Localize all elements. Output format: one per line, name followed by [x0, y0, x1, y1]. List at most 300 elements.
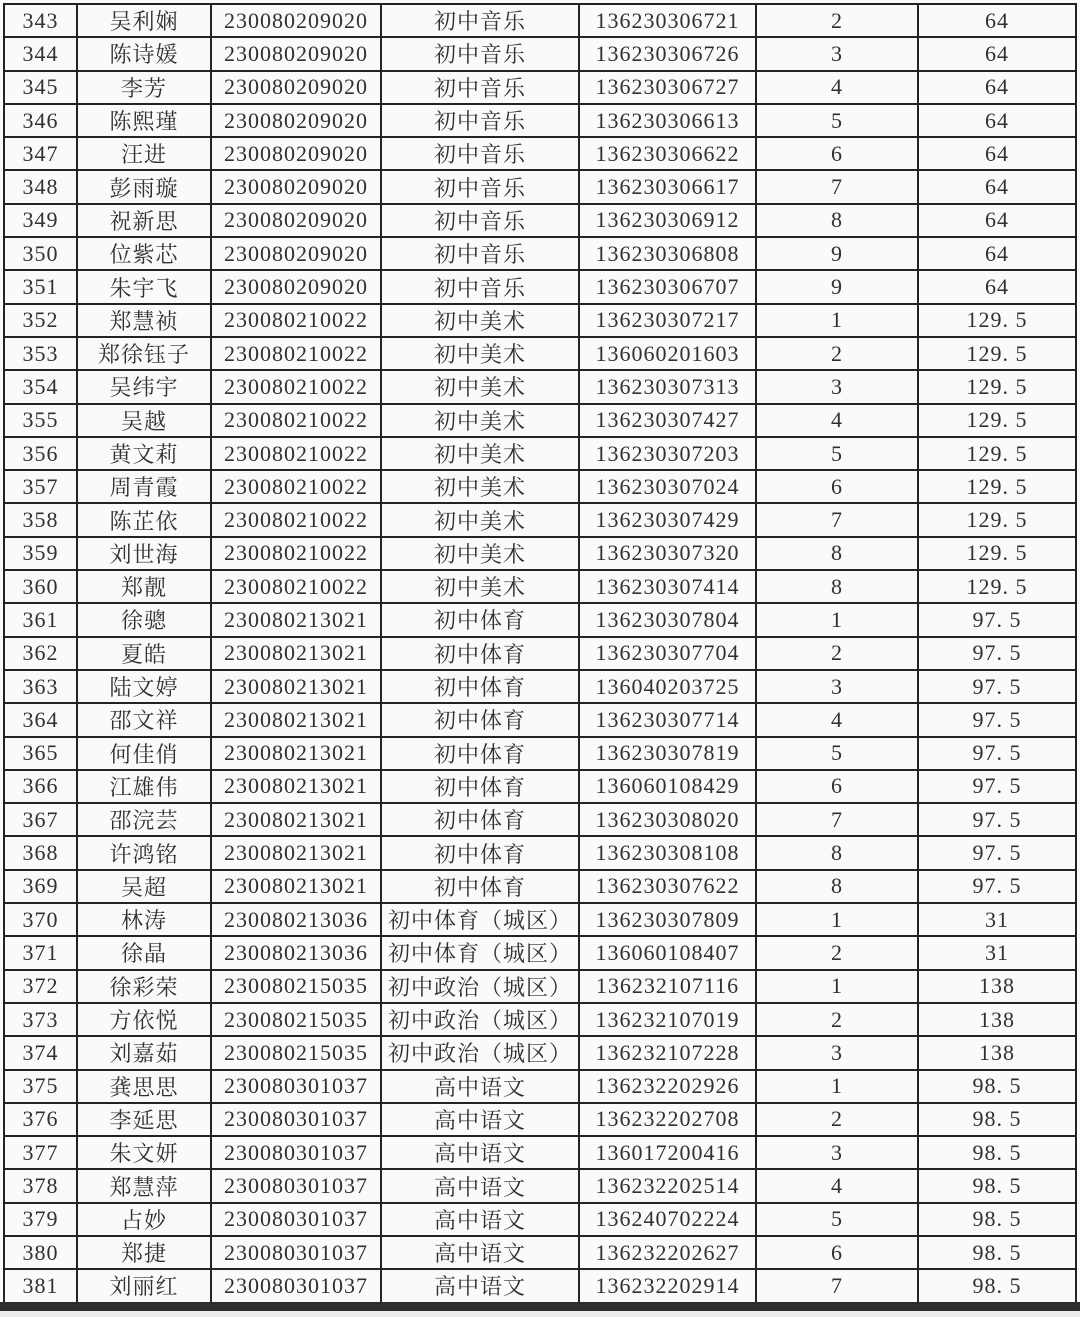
cell-position-code: 230080213021 — [211, 703, 381, 736]
cell-index: 359 — [4, 537, 77, 570]
cell-subject: 初中政治（城区） — [381, 970, 579, 1003]
cell-score: 138 — [918, 1036, 1076, 1069]
cell-score: 64 — [918, 170, 1076, 203]
cell-name: 陈熙瑾 — [77, 104, 211, 137]
cell-index: 360 — [4, 570, 77, 603]
cell-name: 郑徐钰子 — [77, 337, 211, 370]
table-row — [4, 1036, 1076, 1069]
cell-subject: 初中体育 — [381, 670, 579, 703]
cell-subject: 初中音乐 — [381, 237, 579, 270]
cell-subject: 初中体育 — [381, 637, 579, 670]
cell-subject: 初中体育 — [381, 803, 579, 836]
cell-rank: 8 — [756, 204, 918, 237]
table-body — [4, 4, 1076, 1303]
table-row — [4, 1103, 1076, 1136]
table-row — [4, 104, 1076, 137]
cell-subject: 初中美术 — [381, 437, 579, 470]
cell-rank: 2 — [756, 1003, 918, 1036]
cell-score: 97. 5 — [918, 836, 1076, 869]
cell-index: 354 — [4, 370, 77, 403]
cell-score: 129. 5 — [918, 337, 1076, 370]
cell-exam-number: 136230307622 — [579, 870, 756, 903]
cell-name: 林涛 — [77, 903, 211, 936]
table-row — [4, 437, 1076, 470]
cell-rank: 6 — [756, 137, 918, 170]
cell-rank: 3 — [756, 37, 918, 70]
cell-position-code: 230080209020 — [211, 137, 381, 170]
cell-subject: 初中体育 — [381, 737, 579, 770]
cell-exam-number: 136230308020 — [579, 803, 756, 836]
cell-subject: 初中体育（城区） — [381, 903, 579, 936]
cell-subject: 高中语文 — [381, 1070, 579, 1103]
cell-name: 吴超 — [77, 870, 211, 903]
cell-index: 368 — [4, 836, 77, 869]
cell-index: 381 — [4, 1269, 77, 1302]
table-row — [4, 337, 1076, 370]
cell-score: 97. 5 — [918, 803, 1076, 836]
cell-index: 371 — [4, 936, 77, 969]
cell-position-code: 230080209020 — [211, 170, 381, 203]
cell-rank: 6 — [756, 470, 918, 503]
cell-name: 朱宇飞 — [77, 270, 211, 303]
cell-name: 陈芷依 — [77, 503, 211, 536]
cell-subject: 初中美术 — [381, 470, 579, 503]
cell-exam-number: 136230306726 — [579, 37, 756, 70]
cell-position-code: 230080301037 — [211, 1203, 381, 1236]
cell-exam-number: 136240702224 — [579, 1203, 756, 1236]
cell-exam-number: 136230307313 — [579, 370, 756, 403]
table-row — [4, 1003, 1076, 1036]
cell-name: 周青霞 — [77, 470, 211, 503]
cell-exam-number: 136230306721 — [579, 4, 756, 37]
cell-name: 彭雨璇 — [77, 170, 211, 203]
page-footer-strip — [0, 1311, 1080, 1317]
cell-name: 郑靓 — [77, 570, 211, 603]
cell-exam-number: 136230307429 — [579, 503, 756, 536]
cell-index: 362 — [4, 637, 77, 670]
cell-position-code: 230080213021 — [211, 737, 381, 770]
table-row — [4, 137, 1076, 170]
cell-score: 31 — [918, 903, 1076, 936]
cell-exam-number: 136060108429 — [579, 770, 756, 803]
cell-index: 366 — [4, 770, 77, 803]
cell-position-code: 230080215035 — [211, 1036, 381, 1069]
cell-rank: 5 — [756, 1203, 918, 1236]
cell-rank: 8 — [756, 870, 918, 903]
cell-name: 陈诗媛 — [77, 37, 211, 70]
table-row — [4, 1169, 1076, 1202]
cell-exam-number: 136230307809 — [579, 903, 756, 936]
cell-exam-number: 136060201603 — [579, 337, 756, 370]
cell-index: 356 — [4, 437, 77, 470]
cell-subject: 初中体育 — [381, 770, 579, 803]
cell-subject: 高中语文 — [381, 1236, 579, 1269]
cell-score: 98. 5 — [918, 1070, 1076, 1103]
cell-score: 98. 5 — [918, 1269, 1076, 1302]
cell-index: 369 — [4, 870, 77, 903]
cell-position-code: 230080213036 — [211, 903, 381, 936]
cell-exam-number: 136017200416 — [579, 1136, 756, 1169]
cell-exam-number: 136232107019 — [579, 1003, 756, 1036]
cell-position-code: 230080301037 — [211, 1269, 381, 1302]
cell-score: 97. 5 — [918, 737, 1076, 770]
cell-position-code: 230080215035 — [211, 970, 381, 1003]
cell-exam-number: 136230307714 — [579, 703, 756, 736]
cell-exam-number: 136232202926 — [579, 1070, 756, 1103]
cell-name: 徐彩荣 — [77, 970, 211, 1003]
cell-position-code: 230080210022 — [211, 370, 381, 403]
cell-position-code: 230080213021 — [211, 670, 381, 703]
cell-position-code: 230080213021 — [211, 770, 381, 803]
cell-subject: 初中美术 — [381, 503, 579, 536]
cell-rank: 2 — [756, 337, 918, 370]
cell-position-code: 230080210022 — [211, 503, 381, 536]
table-row — [4, 204, 1076, 237]
cell-subject: 初中美术 — [381, 570, 579, 603]
cell-subject: 初中美术 — [381, 404, 579, 437]
table-row — [4, 703, 1076, 736]
cell-index: 353 — [4, 337, 77, 370]
cell-score: 64 — [918, 270, 1076, 303]
cell-index: 355 — [4, 404, 77, 437]
cell-name: 龚思思 — [77, 1070, 211, 1103]
cell-score: 98. 5 — [918, 1103, 1076, 1136]
cell-index: 374 — [4, 1036, 77, 1069]
cell-rank: 3 — [756, 670, 918, 703]
cell-rank: 6 — [756, 1236, 918, 1269]
cell-exam-number: 136230307414 — [579, 570, 756, 603]
cell-name: 李芳 — [77, 71, 211, 104]
table-row — [4, 770, 1076, 803]
cell-subject: 高中语文 — [381, 1203, 579, 1236]
table-row — [4, 1203, 1076, 1236]
cell-index: 349 — [4, 204, 77, 237]
cell-rank: 3 — [756, 1136, 918, 1169]
cell-position-code: 230080209020 — [211, 237, 381, 270]
cell-position-code: 230080210022 — [211, 437, 381, 470]
table-row — [4, 637, 1076, 670]
cell-name: 朱文妍 — [77, 1136, 211, 1169]
cell-exam-number: 136230307819 — [579, 737, 756, 770]
cell-name: 邵浣芸 — [77, 803, 211, 836]
table-row — [4, 1136, 1076, 1169]
cell-name: 徐骢 — [77, 603, 211, 636]
cell-score: 129. 5 — [918, 503, 1076, 536]
cell-score: 64 — [918, 71, 1076, 104]
cell-index: 361 — [4, 603, 77, 636]
table-row — [4, 1070, 1076, 1103]
cell-index: 375 — [4, 1070, 77, 1103]
cell-score: 97. 5 — [918, 703, 1076, 736]
cell-rank: 5 — [756, 737, 918, 770]
cell-name: 位紫芯 — [77, 237, 211, 270]
cell-position-code: 230080213021 — [211, 870, 381, 903]
cell-score: 64 — [918, 137, 1076, 170]
cell-score: 64 — [918, 37, 1076, 70]
cell-score: 129. 5 — [918, 370, 1076, 403]
cell-score: 98. 5 — [918, 1236, 1076, 1269]
table-bottom-border — [0, 1302, 1080, 1311]
cell-rank: 8 — [756, 537, 918, 570]
cell-index: 345 — [4, 71, 77, 104]
cell-name: 江雄伟 — [77, 770, 211, 803]
cell-index: 343 — [4, 4, 77, 37]
cell-exam-number: 136230306727 — [579, 71, 756, 104]
cell-index: 373 — [4, 1003, 77, 1036]
cell-exam-number: 136230306912 — [579, 204, 756, 237]
table-row — [4, 370, 1076, 403]
cell-score: 64 — [918, 237, 1076, 270]
cell-name: 祝新思 — [77, 204, 211, 237]
cell-index: 352 — [4, 304, 77, 337]
cell-name: 刘嘉茹 — [77, 1036, 211, 1069]
cell-exam-number: 136230306613 — [579, 104, 756, 137]
cell-position-code: 230080210022 — [211, 404, 381, 437]
cell-rank: 2 — [756, 1103, 918, 1136]
table-row — [4, 737, 1076, 770]
cell-position-code: 230080301037 — [211, 1136, 381, 1169]
cell-name: 黄文莉 — [77, 437, 211, 470]
cell-rank: 5 — [756, 104, 918, 137]
cell-subject: 初中音乐 — [381, 270, 579, 303]
cell-exam-number: 136232202914 — [579, 1269, 756, 1302]
cell-score: 129. 5 — [918, 437, 1076, 470]
cell-exam-number: 136232107116 — [579, 970, 756, 1003]
cell-score: 97. 5 — [918, 637, 1076, 670]
cell-position-code: 230080210022 — [211, 570, 381, 603]
cell-index: 376 — [4, 1103, 77, 1136]
cell-score: 97. 5 — [918, 870, 1076, 903]
table-row — [4, 71, 1076, 104]
cell-name: 刘丽红 — [77, 1269, 211, 1302]
cell-position-code: 230080213021 — [211, 637, 381, 670]
table-row — [4, 670, 1076, 703]
cell-score: 98. 5 — [918, 1136, 1076, 1169]
cell-exam-number: 136230307704 — [579, 637, 756, 670]
cell-rank: 7 — [756, 503, 918, 536]
cell-exam-number: 136232202627 — [579, 1236, 756, 1269]
cell-score: 129. 5 — [918, 537, 1076, 570]
cell-rank: 4 — [756, 1169, 918, 1202]
cell-subject: 初中美术 — [381, 537, 579, 570]
cell-position-code: 230080301037 — [211, 1103, 381, 1136]
cell-rank: 1 — [756, 603, 918, 636]
cell-subject: 高中语文 — [381, 1269, 579, 1302]
cell-subject: 初中音乐 — [381, 104, 579, 137]
table-row — [4, 270, 1076, 303]
cell-subject: 初中体育 — [381, 603, 579, 636]
cell-index: 344 — [4, 37, 77, 70]
cell-exam-number: 136232202514 — [579, 1169, 756, 1202]
cell-rank: 4 — [756, 404, 918, 437]
cell-position-code: 230080215035 — [211, 1003, 381, 1036]
cell-score: 129. 5 — [918, 304, 1076, 337]
cell-name: 邵文祥 — [77, 703, 211, 736]
cell-subject: 初中美术 — [381, 370, 579, 403]
cell-exam-number: 136060108407 — [579, 936, 756, 969]
cell-index: 357 — [4, 470, 77, 503]
cell-rank: 7 — [756, 803, 918, 836]
cell-subject: 初中体育 — [381, 836, 579, 869]
cell-rank: 9 — [756, 270, 918, 303]
table-row — [4, 37, 1076, 70]
cell-subject: 初中音乐 — [381, 4, 579, 37]
cell-index: 364 — [4, 703, 77, 736]
cell-exam-number: 136232107228 — [579, 1036, 756, 1069]
cell-subject: 初中美术 — [381, 304, 579, 337]
cell-rank: 5 — [756, 437, 918, 470]
cell-rank: 1 — [756, 1070, 918, 1103]
cell-position-code: 230080210022 — [211, 304, 381, 337]
cell-name: 何佳俏 — [77, 737, 211, 770]
table-row — [4, 503, 1076, 536]
cell-rank: 2 — [756, 4, 918, 37]
table-row — [4, 603, 1076, 636]
cell-rank: 3 — [756, 1036, 918, 1069]
cell-index: 351 — [4, 270, 77, 303]
cell-index: 377 — [4, 1136, 77, 1169]
cell-subject: 高中语文 — [381, 1136, 579, 1169]
cell-rank: 6 — [756, 770, 918, 803]
cell-score: 64 — [918, 4, 1076, 37]
cell-exam-number: 136230306808 — [579, 237, 756, 270]
cell-score: 97. 5 — [918, 603, 1076, 636]
cell-name: 郑慧萍 — [77, 1169, 211, 1202]
cell-score: 97. 5 — [918, 770, 1076, 803]
cell-subject: 初中音乐 — [381, 204, 579, 237]
cell-name: 李延思 — [77, 1103, 211, 1136]
cell-rank: 8 — [756, 570, 918, 603]
table-row — [4, 4, 1076, 37]
cell-exam-number: 136230306707 — [579, 270, 756, 303]
cell-name: 徐晶 — [77, 936, 211, 969]
cell-index: 380 — [4, 1236, 77, 1269]
cell-subject: 初中政治（城区） — [381, 1036, 579, 1069]
cell-name: 许鸿铭 — [77, 836, 211, 869]
cell-position-code: 230080210022 — [211, 537, 381, 570]
cell-rank: 1 — [756, 903, 918, 936]
table-row — [4, 570, 1076, 603]
exam-results-table — [3, 3, 1077, 1304]
cell-score: 98. 5 — [918, 1169, 1076, 1202]
cell-score: 138 — [918, 970, 1076, 1003]
cell-name: 占妙 — [77, 1203, 211, 1236]
cell-exam-number: 136230306622 — [579, 137, 756, 170]
cell-position-code: 230080213021 — [211, 836, 381, 869]
cell-subject: 初中音乐 — [381, 37, 579, 70]
cell-subject: 初中音乐 — [381, 71, 579, 104]
cell-exam-number: 136230307203 — [579, 437, 756, 470]
cell-score: 129. 5 — [918, 470, 1076, 503]
cell-exam-number: 136230306617 — [579, 170, 756, 203]
cell-position-code: 230080209020 — [211, 4, 381, 37]
cell-exam-number: 136230307024 — [579, 470, 756, 503]
cell-subject: 初中政治（城区） — [381, 1003, 579, 1036]
cell-name: 方依悦 — [77, 1003, 211, 1036]
cell-score: 64 — [918, 204, 1076, 237]
cell-rank: 3 — [756, 370, 918, 403]
cell-index: 370 — [4, 903, 77, 936]
cell-score: 31 — [918, 936, 1076, 969]
cell-position-code: 230080301037 — [211, 1070, 381, 1103]
cell-exam-number: 136230307217 — [579, 304, 756, 337]
cell-subject: 初中音乐 — [381, 137, 579, 170]
cell-rank: 1 — [756, 970, 918, 1003]
cell-rank: 4 — [756, 703, 918, 736]
cell-rank: 1 — [756, 304, 918, 337]
cell-position-code: 230080209020 — [211, 37, 381, 70]
cell-subject: 高中语文 — [381, 1103, 579, 1136]
table-row — [4, 870, 1076, 903]
cell-score: 98. 5 — [918, 1203, 1076, 1236]
cell-subject: 初中体育 — [381, 703, 579, 736]
cell-index: 348 — [4, 170, 77, 203]
table-row — [4, 803, 1076, 836]
cell-index: 350 — [4, 237, 77, 270]
cell-name: 吴纬宇 — [77, 370, 211, 403]
cell-exam-number: 136040203725 — [579, 670, 756, 703]
cell-position-code: 230080301037 — [211, 1169, 381, 1202]
cell-index: 358 — [4, 503, 77, 536]
cell-score: 129. 5 — [918, 570, 1076, 603]
cell-position-code: 230080209020 — [211, 270, 381, 303]
table-row — [4, 304, 1076, 337]
cell-index: 367 — [4, 803, 77, 836]
table-row — [4, 970, 1076, 1003]
cell-name: 陆文婷 — [77, 670, 211, 703]
cell-exam-number: 136232202708 — [579, 1103, 756, 1136]
table-row — [4, 936, 1076, 969]
cell-score: 138 — [918, 1003, 1076, 1036]
cell-rank: 7 — [756, 170, 918, 203]
table-row — [4, 1269, 1076, 1302]
cell-position-code: 230080301037 — [211, 1236, 381, 1269]
cell-exam-number: 136230308108 — [579, 836, 756, 869]
cell-exam-number: 136230307427 — [579, 404, 756, 437]
cell-index: 363 — [4, 670, 77, 703]
cell-position-code: 230080213021 — [211, 603, 381, 636]
cell-subject: 高中语文 — [381, 1169, 579, 1202]
cell-position-code: 230080209020 — [211, 204, 381, 237]
cell-index: 378 — [4, 1169, 77, 1202]
cell-position-code: 230080209020 — [211, 104, 381, 137]
cell-name: 郑慧祯 — [77, 304, 211, 337]
cell-position-code: 230080210022 — [211, 337, 381, 370]
cell-name: 夏皓 — [77, 637, 211, 670]
cell-subject: 初中体育（城区） — [381, 936, 579, 969]
table-row — [4, 170, 1076, 203]
cell-name: 郑捷 — [77, 1236, 211, 1269]
cell-index: 379 — [4, 1203, 77, 1236]
cell-name: 刘世海 — [77, 537, 211, 570]
cell-index: 372 — [4, 970, 77, 1003]
cell-subject: 初中体育 — [381, 870, 579, 903]
cell-score: 97. 5 — [918, 670, 1076, 703]
cell-index: 346 — [4, 104, 77, 137]
cell-subject: 初中音乐 — [381, 170, 579, 203]
cell-position-code: 230080213021 — [211, 803, 381, 836]
cell-name: 汪进 — [77, 137, 211, 170]
table-row — [4, 836, 1076, 869]
cell-position-code: 230080213036 — [211, 936, 381, 969]
cell-position-code: 230080209020 — [211, 71, 381, 104]
cell-index: 365 — [4, 737, 77, 770]
cell-rank: 2 — [756, 936, 918, 969]
cell-rank: 7 — [756, 1269, 918, 1302]
cell-rank: 9 — [756, 237, 918, 270]
table-row — [4, 237, 1076, 270]
table-row — [4, 903, 1076, 936]
